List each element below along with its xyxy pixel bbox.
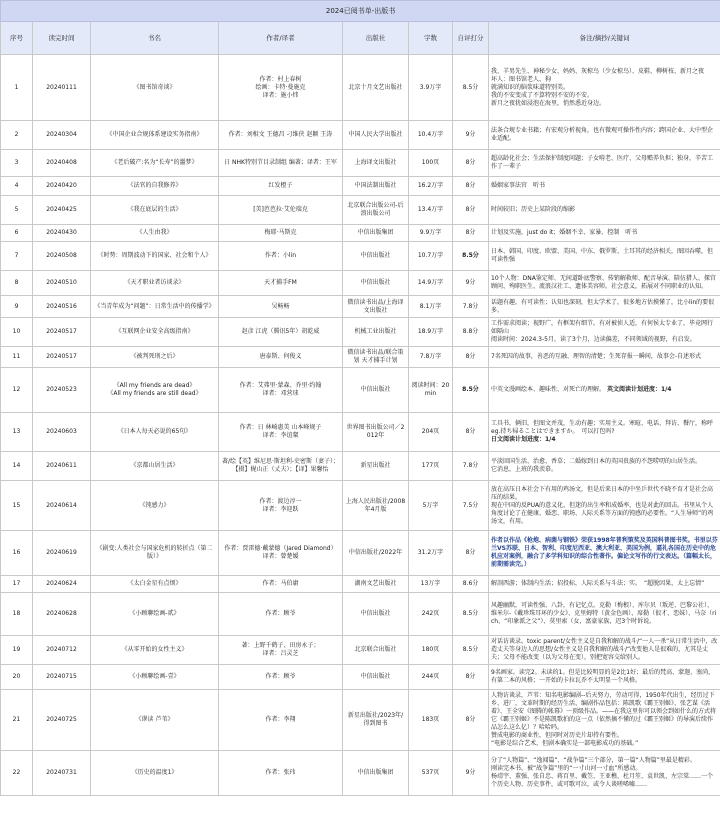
table-row — [1, 318, 720, 347]
table-row — [1, 242, 720, 271]
cell-words[interactable]: 16.2万字 — [409, 177, 453, 196]
header-date[interactable]: 读完时间 — [33, 22, 91, 55]
cell-words[interactable]: 8.1万字 — [409, 296, 453, 318]
cell-score[interactable]: 8.6分 — [453, 576, 489, 593]
table-row — [1, 593, 720, 636]
cell-notes[interactable] — [489, 347, 720, 368]
cell-words[interactable]: 13万字 — [409, 576, 453, 593]
cell-publisher[interactable]: 中信出版社 — [343, 593, 409, 636]
cell-words[interactable]: 244页 — [409, 665, 453, 690]
cell-index[interactable]: 17 — [1, 576, 33, 593]
cell-date[interactable]: 20240430 — [33, 225, 91, 242]
cell-words[interactable]: 183页 — [409, 690, 453, 751]
notes-text: 超高龄化社会；生活保护制度问题；子女啃老、医疗、父母赡养负担；独身，辛苦工作了一辈子 — [491, 155, 714, 170]
table-row — [1, 413, 720, 452]
cell-date[interactable]: 20240725 — [33, 690, 91, 751]
cell-title[interactable]: 《中国企业合规体系建设实务指南》 — [91, 121, 219, 150]
notes-text: 婚姻家事法官 听书 — [491, 182, 546, 189]
cell-publisher[interactable]: 新星出版社/2023年/得到图书 — [343, 690, 409, 751]
cell-score[interactable]: 9分 — [453, 751, 489, 796]
cell-notes[interactable] — [489, 531, 720, 576]
cell-notes[interactable] — [489, 368, 720, 413]
cell-score[interactable]: 7.5分 — [453, 481, 489, 531]
cell-score[interactable]: 9分 — [453, 121, 489, 150]
header-publisher[interactable]: 出版社 — [343, 22, 409, 55]
table-row — [1, 636, 720, 665]
cell-score[interactable]: 8分 — [453, 690, 489, 751]
cell-words[interactable]: 10.4万字 — [409, 121, 453, 150]
cell-title[interactable]: 《历史的温度1》 — [91, 751, 219, 796]
cell-publisher[interactable]: 中国法制出版社 — [343, 177, 409, 196]
table-row — [1, 296, 720, 318]
cell-date[interactable]: 20240523 — [33, 368, 91, 413]
cell-words[interactable]: 9.9万字 — [409, 225, 453, 242]
cell-author[interactable]: 作者：村上春树 绘画：卡特·曼施克 译者：施小炜 — [219, 55, 343, 121]
cell-author[interactable]: 赵彦 江虎（腾讯5年）胡乾威 — [219, 318, 343, 347]
notes-text: 解剖西游；体制内生活；招投标，人际关系与斗法；实。 “超脱因果，太上忘情” — [491, 580, 705, 587]
notes-text: 时间较旧；历史上某阶段的缩影 — [491, 206, 576, 213]
cell-words[interactable]: 7.8万字 — [409, 347, 453, 368]
cell-index[interactable]: 7 — [1, 242, 33, 271]
notes-text: 放在高压日本社会下有用的鸡汤文，但是后来日本的中坐乒世代不晓不育才是社会高压的结果。 现在中国的反PUA的意义化，但迷的出生率和成婚率，也是对此的回击。书里从个人角度讨论了在健康、婚恋、职场、人际关系等方面的钝感的必要性。“人生导师”的鸡汤文，有用。 — [491, 485, 714, 525]
cell-date[interactable]: 20240517 — [33, 347, 91, 368]
cell-words[interactable]: 100页 — [409, 150, 453, 177]
cell-words[interactable]: 180页 — [409, 636, 453, 665]
cell-title[interactable]: 《我在底层的生活》 — [91, 196, 219, 225]
notes-text: 工具书，俩旧，但图文并茂，生动有趣；实用主义。寒暄、电话、拜访、餐厅，称呼 eg.持ち帰ることはできますか。 可以打包吗? — [491, 420, 714, 435]
cell-author[interactable]: 作者：张玮 — [219, 751, 343, 796]
notes-text: 工作需求阅读；视野广，有框架有细节。有对被侦人适，有何侯太专业了，毕竟网行如隔山 阅读时间：2024.3-5月，读了3个月，边读偏差，不同领域的视野，有启发。 — [491, 320, 714, 343]
cell-title[interactable]: 《太白金星有点烦》 — [91, 576, 219, 593]
cell-words[interactable]: 14.9万字 — [409, 271, 453, 296]
cell-words[interactable]: 31.2万字 — [409, 531, 453, 576]
cell-score[interactable]: 8.5分 — [453, 368, 489, 413]
cell-title[interactable]: 《从零开始的女性主义》 — [91, 636, 219, 665]
cell-words[interactable]: 204页 — [409, 413, 453, 452]
cell-score[interactable]: 8分 — [453, 225, 489, 242]
cell-index[interactable]: 8 — [1, 271, 33, 296]
cell-index[interactable]: 2 — [1, 121, 33, 150]
table-row — [1, 271, 720, 296]
table-row — [1, 196, 720, 225]
cell-index[interactable]: 9 — [1, 296, 33, 318]
cell-words[interactable]: 18.9万字 — [409, 318, 453, 347]
table-row — [1, 576, 720, 593]
table-row — [1, 225, 720, 242]
cell-author[interactable]: 作者：顾爷 — [219, 593, 343, 636]
cell-notes[interactable] — [489, 636, 720, 665]
cell-author[interactable]: 作者：日 林崎惠美 山本峰规子 译者：李谊粲 — [219, 413, 343, 452]
cell-score[interactable]: 8分 — [453, 196, 489, 225]
cell-index[interactable]: 16 — [1, 531, 33, 576]
cell-notes[interactable] — [489, 225, 720, 242]
notes-highlight: 英文阅读计划进度：1/4 — [606, 386, 672, 393]
table-row — [1, 452, 720, 481]
cell-date[interactable]: 20240111 — [33, 55, 91, 121]
cell-score[interactable]: 8.5分 — [453, 55, 489, 121]
cell-author[interactable]: 红发橙子 — [219, 177, 343, 196]
cell-date[interactable]: 20240715 — [33, 665, 91, 690]
cell-score[interactable]: 7.8分 — [453, 296, 489, 318]
cell-notes[interactable] — [489, 271, 720, 296]
notes-text: 风趣幽默，可读性强、八卦，有记忆点。克勒（梅根）、库尔贝（叛逆、巴黎公社）、维米尔-《戴珍珠耳环的少女》、克里姆特（黄金色画）、席勒（很才、恋妹）、马奈（rich，“印象派之父”）、莫里索（女，富豪家族，迟3个时诉说。 — [491, 602, 717, 625]
header-score[interactable]: 自评打分 — [453, 22, 489, 55]
cell-author[interactable]: 作者：顾爷 — [219, 665, 343, 690]
cell-author[interactable]: 唐泰斯、何俊义 — [219, 347, 343, 368]
cell-date[interactable]: 20240628 — [33, 593, 91, 636]
header-notes[interactable]: 备注/摘抄/关键词 — [489, 22, 720, 55]
cell-date[interactable]: 20240619 — [33, 531, 91, 576]
header-author[interactable]: 作者/译者 — [219, 22, 343, 55]
cell-score[interactable]: 8.8分 — [453, 318, 489, 347]
cell-title[interactable]: 《时势：周期波动下的国家、社会和个人》 — [91, 242, 219, 271]
cell-notes[interactable] — [489, 318, 720, 347]
cell-index[interactable]: 11 — [1, 347, 33, 368]
cell-publisher[interactable]: 机械工业出版社 — [343, 318, 409, 347]
header-index[interactable]: 序号 — [1, 22, 33, 55]
cell-notes[interactable] — [489, 177, 720, 196]
notes-text: 7名死囚的故事，善恶的互融、理智的清楚；生死存报一瞬间，故事会-自述形式 — [491, 353, 701, 360]
notes-text: 话题有趣，有可读性；认知也深刻，但太学术了，很多地方估摸懂了，比小lin的要很多。 — [491, 298, 715, 314]
cell-title[interactable]: 《剧变:人类社会与国家危机的转折点（第二版）》 — [91, 531, 219, 576]
cell-score[interactable]: 8分 — [453, 347, 489, 368]
cell-author[interactable]: 著：上野千鹤子、田房永子； 译者：吕灵芝 — [219, 636, 343, 665]
table-row — [1, 531, 720, 576]
cell-index[interactable]: 14 — [1, 452, 33, 481]
cell-date[interactable]: 20240603 — [33, 413, 91, 452]
cell-date[interactable]: 20240611 — [33, 452, 91, 481]
cell-publisher[interactable]: 上海译文出版社 — [343, 150, 409, 177]
cell-date[interactable]: 20240517 — [33, 318, 91, 347]
cell-publisher[interactable]: 微信读书出品/上海译文出版社 — [343, 296, 409, 318]
cell-notes[interactable] — [489, 150, 720, 177]
cell-index[interactable]: 21 — [1, 690, 33, 751]
cell-date[interactable]: 20240712 — [33, 636, 91, 665]
cell-publisher[interactable]: 中信出版社 — [343, 368, 409, 413]
cell-date[interactable]: 20240408 — [33, 150, 91, 177]
cell-title[interactable]: 《钝感力》 — [91, 481, 219, 531]
cell-words[interactable]: 177页 — [409, 452, 453, 481]
table-row — [1, 690, 720, 751]
cell-index[interactable]: 4 — [1, 177, 33, 196]
cell-author[interactable]: 作者：小lin — [219, 242, 343, 271]
cell-author[interactable]: 作者：李翔 — [219, 690, 343, 751]
notes-text: 对话访谈录。toxic parent/女性主义是自我和解的战斗/“一人一杀”从日常生活中，改造丈夫等身边人的思想/女性主义是自我和解的战斗/“改变他人是很难的，尤其是丈夫；父母不能改变（以为父母在变），别把宽容交给别人。 — [491, 638, 718, 661]
notes-text: 日本、韩国、印度、欧盟、美国、中东、俄罗斯、土耳其的经济相关，图因吞噬，但可读性强 — [491, 248, 714, 263]
cell-notes[interactable] — [489, 690, 720, 751]
cell-score[interactable]: 8分 — [453, 665, 489, 690]
cell-publisher[interactable]: 世界图书出版公司／2012年 — [343, 413, 409, 452]
notes-text: 我、羊男先生、神秘少女、妈妈、灰椋鸟（少女椋鸟）、皮鞋、柳树枝、新月之夜 坏人：图书馆老人、狗 就满知识的脑浆味道特别美。 我的不安变成了不算特别不安的不安。 新月之夜犹如浸泡在海里，悄然悉近身边。 — [491, 67, 705, 107]
cell-date[interactable]: 20240508 — [33, 242, 91, 271]
cell-publisher[interactable]: 微信读书出品/联合策划 天才捕手计划 — [343, 347, 409, 368]
cell-date[interactable]: 20240510 — [33, 271, 91, 296]
cell-author[interactable]: 著/绘【英】维尼思·斯坦利-史密斯（妻子）；【摄】梶山正（丈夫）；【译】果馨怡 — [219, 452, 343, 481]
cell-score[interactable]: 8.5分 — [453, 593, 489, 636]
cell-notes[interactable] — [489, 413, 720, 452]
cell-notes[interactable] — [489, 593, 720, 636]
cell-publisher[interactable]: 中信出版社/2022年 — [343, 531, 409, 576]
sheet-title[interactable]: 2024已阅书单-出版书 — [1, 1, 720, 22]
cell-title[interactable]: 《被判死刑之后》 — [91, 347, 219, 368]
notes-text: 分了“人物篇”、“逸闻篇”、“战争篇”三个部分，第一篇“人物篇”里最是精彩。 刚读完本书，被“战争篇”里的“一寸山河一寸血”所感动。 杨靖宇、董强、张自忠、蒋百里、戴笠、王亚樵、杜月笙、袁世凯、左宗棠……一个个历史人物、历史事件，或可歌可泣，或令人谈嗟唏嘘…… — [491, 757, 714, 788]
cell-score[interactable]: 7.8分 — [453, 452, 489, 481]
cell-score[interactable]: 8分 — [453, 177, 489, 196]
cell-score[interactable]: 8分 — [453, 413, 489, 452]
notes-text: 9名画家。读完2。未读的1。但是比较明显的是2比1好；最后的梵高、蒙迦、塞尚，有第二本的风格；一开始的卡拉瓦乔不太明显一个风格。 — [491, 669, 715, 684]
cell-title[interactable]: 《天才职业者访谈录》 — [91, 271, 219, 296]
notes-highlight: 作者以作品《枪炮、病菌与钢铁》荣获1998年普利策奖及英国科普图书奖。书里以芬兰VS苏联、日本、智利、印度尼西亚、澳大利亚、美国为例，逼礼各国在历史中的危机应对案例，融合了多学科知识的综合性著作。偏论文写作的行文表达。（篇幅太长，前期需读完。） — [491, 537, 718, 568]
cell-title[interactable]: 《京都山居生活》 — [91, 452, 219, 481]
cell-title[interactable]: 《小顾聊绘画-贰》 — [91, 593, 219, 636]
cell-words[interactable]: 10.7万字 — [409, 242, 453, 271]
cell-date[interactable]: 20240614 — [33, 481, 91, 531]
cell-index[interactable]: 15 — [1, 481, 33, 531]
cell-notes[interactable] — [489, 196, 720, 225]
cell-index[interactable]: 10 — [1, 318, 33, 347]
cell-date[interactable]: 20240624 — [33, 576, 91, 593]
cell-words[interactable]: 5万字 — [409, 481, 453, 531]
cell-score[interactable]: 8.5分 — [453, 636, 489, 665]
header-words[interactable]: 字数 — [409, 22, 453, 55]
cell-notes[interactable] — [489, 242, 720, 271]
cell-words[interactable]: 537页 — [409, 751, 453, 796]
cell-index[interactable]: 1 — [1, 55, 33, 121]
cell-author[interactable]: 吴畅畅 — [219, 296, 343, 318]
cell-author[interactable]: 作者：艾弗里·蒙森、乔里·约翰 译者：邓营球 — [219, 368, 343, 413]
cell-title[interactable]: 《互联网企业安全高级指南》 — [91, 318, 219, 347]
cell-title[interactable]: 《人生由我》 — [91, 225, 219, 242]
cell-date[interactable]: 20240304 — [33, 121, 91, 150]
table-row — [1, 347, 720, 368]
cell-index[interactable]: 12 — [1, 368, 33, 413]
cell-index[interactable]: 18 — [1, 593, 33, 636]
header-title[interactable]: 书名 — [91, 22, 219, 55]
cell-publisher[interactable]: 上海人民出版社/2008年4月版 — [343, 481, 409, 531]
cell-title[interactable]: 《老后破产:名为“长寿”的噩梦》 — [91, 150, 219, 177]
cell-date[interactable]: 20240420 — [33, 177, 91, 196]
table-row — [1, 121, 720, 150]
cell-publisher[interactable]: 北京联合出版公司-后浪出版公司 — [343, 196, 409, 225]
cell-author[interactable]: 天才捕手FM — [219, 271, 343, 296]
cell-title[interactable]: 《图书馆奇谈》 — [91, 55, 219, 121]
cell-index[interactable]: 3 — [1, 150, 33, 177]
cell-publisher[interactable]: 北京联合出版社 — [343, 636, 409, 665]
cell-publisher[interactable]: 湖南文艺出版社 — [343, 576, 409, 593]
cell-title[interactable]: 《日本人每天必说的65句》 — [91, 413, 219, 452]
cell-publisher[interactable]: 北京十月文艺出版社 — [343, 55, 409, 121]
cell-notes[interactable] — [489, 481, 720, 531]
cell-publisher[interactable]: 中国人民大学出版社 — [343, 121, 409, 150]
cell-notes[interactable] — [489, 751, 720, 796]
table-row — [1, 55, 720, 121]
cell-notes[interactable] — [489, 665, 720, 690]
cell-author[interactable]: 梅耶·马斯克 — [219, 225, 343, 242]
cell-publisher[interactable]: 中信出版社 — [343, 665, 409, 690]
cell-index[interactable]: 20 — [1, 665, 33, 690]
cell-words[interactable]: 242页 — [409, 593, 453, 636]
cell-publisher[interactable]: 中信出版社 — [343, 242, 409, 271]
cell-notes[interactable] — [489, 121, 720, 150]
notes-text: 法条合规专业书籍；有宏观分析视角，也有微观可操作性内容；跨国企业、大中型企业适配。 — [491, 127, 714, 142]
cell-score[interactable]: 8分 — [453, 531, 489, 576]
cell-score[interactable]: 9分 — [453, 271, 489, 296]
cell-title[interactable]: 《All my friends are dead》 《All my friends are still dead》 — [91, 368, 219, 413]
cell-title[interactable]: 《法官的自我修养》 — [91, 177, 219, 196]
notes-highlight: 日文阅读计划进度：1/4 — [491, 436, 556, 443]
cell-title[interactable]: 《小顾聊绘画-壹》 — [91, 665, 219, 690]
cell-index[interactable]: 5 — [1, 196, 33, 225]
cell-index[interactable]: 19 — [1, 636, 33, 665]
cell-author[interactable]: 日 NHK特别节目录制组 编著；译者：王军 — [219, 150, 343, 177]
table-row — [1, 368, 720, 413]
cell-date[interactable]: 20240731 — [33, 751, 91, 796]
cell-notes[interactable] — [489, 452, 720, 481]
table-row — [1, 150, 720, 177]
cell-author[interactable]: 作者：马伯庸 — [219, 576, 343, 593]
cell-index[interactable]: 22 — [1, 751, 33, 796]
cell-publisher[interactable]: 中信出版集团 — [343, 225, 409, 242]
notes-text: 10个人物：DNA鉴定师、无间道卧底警察、传销解救师、配音导演、陪伍猎人、探宫顾问、殉职医生、流浪汉社工、遗体美容师。社会意义，拓展对不同职业的认知。 — [491, 275, 716, 290]
cell-index[interactable]: 6 — [1, 225, 33, 242]
table-row — [1, 481, 720, 531]
table-row — [1, 665, 720, 690]
cell-words[interactable]: 13.4万字 — [409, 196, 453, 225]
notes-text: 平淡回国生活、治愈、香草；二婚嫁到日本的英国贵族的不怨唠叨的山居生活。 它消息，上班的我羡慕。 — [491, 458, 702, 473]
cell-notes[interactable] — [489, 576, 720, 593]
cell-author[interactable]: 作者：渡边淳一 译者：李迎跃 — [219, 481, 343, 531]
table-row — [1, 751, 720, 796]
table-row — [1, 177, 720, 196]
cell-words[interactable]: 3.9万字 — [409, 55, 453, 121]
cell-notes[interactable] — [489, 55, 720, 121]
cell-index[interactable]: 13 — [1, 413, 33, 452]
cell-publisher[interactable]: 中信出版社 — [343, 271, 409, 296]
cell-date[interactable]: 20240425 — [33, 196, 91, 225]
cell-publisher[interactable]: 新星出版社 — [343, 452, 409, 481]
cell-score[interactable]: 8.5分 — [453, 242, 489, 271]
cell-words[interactable]: 阅读时间：20min — [409, 368, 453, 413]
cell-publisher[interactable]: 中信出版集团 — [343, 751, 409, 796]
header-row — [1, 22, 720, 55]
cell-title[interactable]: 《当青年成为“问题”：日常生活中的传播学》 — [91, 296, 219, 318]
cell-author[interactable]: [美]芭芭拉·艾伦瑞克 — [219, 196, 343, 225]
cell-author[interactable]: 作者：刘相文 王德昌 刁维侠 赵颖 王涛 — [219, 121, 343, 150]
cell-title[interactable]: 《谬读 芦苇》 — [91, 690, 219, 751]
cell-score[interactable]: 8分 — [453, 150, 489, 177]
cell-author[interactable]: 作者：贾雷德·戴蒙德（Jared Diamond） 译者：曾楚媛 — [219, 531, 343, 576]
notes-text: 人物访谈录，芦苇：知名电影编剧--后天努力，劳动可得，1950年代出生，经历过下乡、进厂，文革时期的经历生活、编剧作品包括：陈凯歌《霸王别姬》、张艺谋《活着》、王全安《图腾的帐幕》一顶级作品。——在我这里你可以领会到如什么的方式将它《霸王别姬》不是陈凯歌拍的这一点（依然摘不懂的过《霸王别姬》的导演后续作品怎么这么亿）？哈哈吗。 赞成电影的商业性，但同时对历史片却持有要性。 “电影是综合艺术，但剧本确实是一部电影成功的基础。” — [491, 692, 717, 747]
cell-date[interactable]: 20240516 — [33, 296, 91, 318]
notes-text: 中英文漫画绘本、趣味性、对死亡的理解。 — [491, 386, 606, 393]
notes-text: 计划及实施，just do it；婚姻不幸、家暴、控制 听书 — [491, 229, 638, 236]
cell-notes[interactable] — [489, 296, 720, 318]
